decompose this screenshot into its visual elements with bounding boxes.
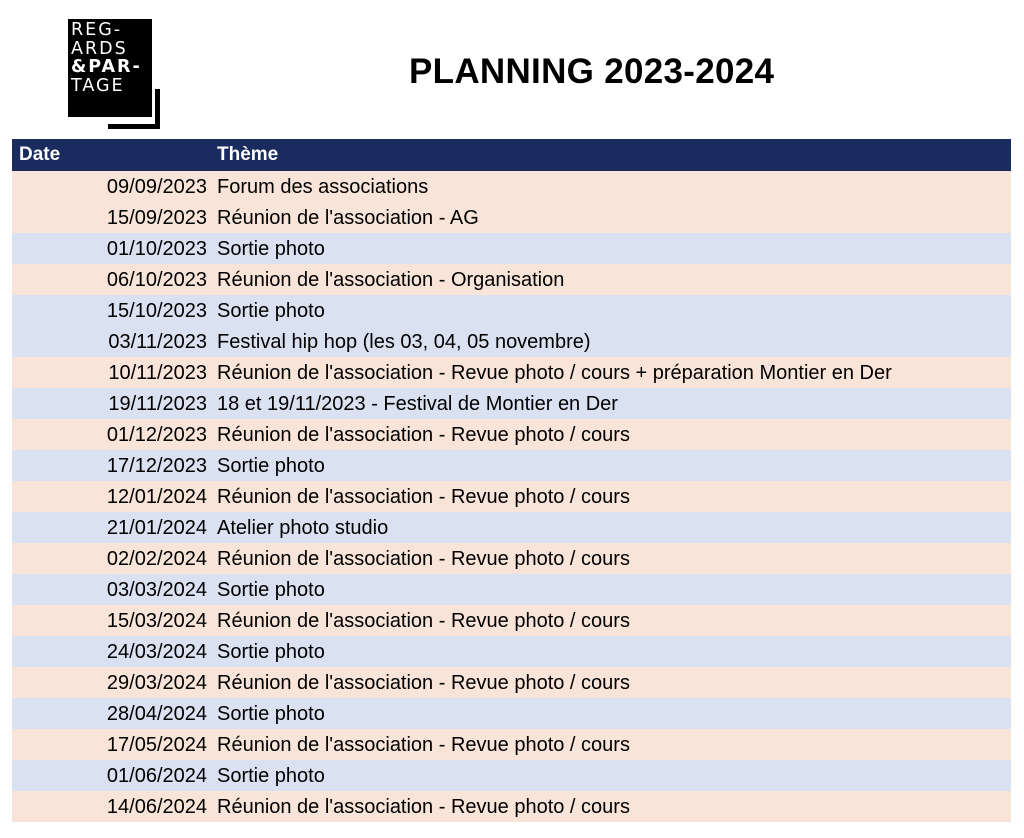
theme-cell: Sortie photo: [217, 703, 325, 725]
theme-cell: Réunion de l'association - Revue photo / cours: [217, 734, 630, 756]
logo-corner-bottom: [108, 124, 160, 129]
table-row: [12, 636, 1011, 667]
table-row: [12, 791, 1011, 822]
date-cell: 01/06/2024: [106, 765, 207, 787]
table-row: [12, 481, 1011, 512]
date-cell: 15/10/2023: [106, 300, 207, 322]
theme-cell: Forum des associations: [217, 176, 429, 198]
theme-cell: Réunion de l'association - Revue photo / cours: [217, 672, 630, 694]
table-row: [12, 388, 1011, 419]
theme-cell: Réunion de l'association - AG: [217, 207, 479, 229]
date-cell: 19/11/2023: [108, 393, 207, 415]
table-row: [12, 667, 1011, 698]
theme-cell: Réunion de l'association - Organisation: [217, 269, 565, 291]
logo-corner-right: [155, 89, 160, 129]
theme-cell: Sortie photo: [217, 641, 325, 663]
table-row: [12, 326, 1011, 357]
theme-cell: 18 et 19/11/2023 - Festival de Montier en Der: [217, 393, 618, 415]
date-cell: 03/03/2024: [106, 579, 207, 601]
date-cell: 29/03/2024: [106, 672, 207, 694]
date-cell: 28/04/2024: [106, 703, 207, 725]
table-row: [12, 450, 1011, 481]
date-cell: 14/06/2024: [106, 796, 207, 818]
theme-cell: Festival hip hop (les 03, 04, 05 novembre): [217, 331, 591, 353]
logo-line-1: REG-: [71, 20, 123, 40]
date-cell: 24/03/2024: [106, 641, 207, 663]
theme-cell: Sortie photo: [217, 300, 325, 322]
logo-line-3: &PAR-: [71, 57, 142, 77]
planning-table: [12, 139, 1011, 822]
page-title: PLANNING 2023-2024: [409, 52, 775, 91]
theme-cell: Sortie photo: [217, 765, 325, 787]
theme-cell: Réunion de l'association - Revue photo / cours: [217, 424, 630, 446]
table-row: [12, 760, 1011, 791]
logo-line-4: TAGE: [71, 75, 125, 96]
date-cell: 02/02/2024: [106, 548, 207, 570]
date-cell: 06/10/2023: [106, 269, 207, 291]
date-cell: 09/09/2023: [106, 176, 207, 198]
date-cell: 15/09/2023: [106, 207, 207, 229]
theme-cell: Atelier photo studio: [217, 517, 389, 539]
logo: [68, 19, 160, 129]
date-cell: 21/01/2024: [106, 517, 207, 539]
theme-cell: Réunion de l'association - Revue photo / cours: [217, 796, 630, 818]
table-row: [12, 202, 1011, 233]
date-cell: 01/10/2023: [106, 238, 207, 260]
table-body: [12, 171, 1011, 822]
table-row: [12, 605, 1011, 636]
date-cell: 01/12/2023: [106, 424, 207, 446]
theme-cell: Réunion de l'association - Revue photo / cours: [217, 610, 630, 632]
theme-cell: Réunion de l'association - Revue photo / cours: [217, 548, 630, 570]
date-cell: 10/11/2023: [108, 362, 207, 384]
theme-cell: Sortie photo: [217, 238, 325, 260]
theme-cell: Sortie photo: [217, 579, 325, 601]
table-row: [12, 264, 1011, 295]
date-cell: 12/01/2024: [106, 486, 207, 508]
theme-cell: Réunion de l'association - Revue photo / cours + préparation Montier en Der: [217, 362, 892, 384]
column-header-date: Date: [19, 144, 61, 165]
table-row: [12, 233, 1011, 264]
logo-box: [68, 19, 152, 117]
date-cell: 17/12/2023: [106, 455, 207, 477]
table-row: [12, 357, 1011, 388]
table-row: [12, 512, 1011, 543]
table-header: [12, 139, 1011, 171]
theme-cell: Réunion de l'association - Revue photo / cours: [217, 486, 630, 508]
table-row: [12, 729, 1011, 760]
date-cell: 15/03/2024: [106, 610, 207, 632]
table-row: [12, 419, 1011, 450]
table-row: [12, 295, 1011, 326]
theme-cell: Sortie photo: [217, 455, 325, 477]
table-row: [12, 543, 1011, 574]
column-header-theme: Thème: [217, 144, 279, 165]
table-row: [12, 171, 1011, 202]
table-row: [12, 574, 1011, 605]
date-cell: 17/05/2024: [106, 734, 207, 756]
logo-line-2: ARDS: [71, 38, 128, 59]
table-row: [12, 698, 1011, 729]
date-cell: 03/11/2023: [108, 331, 207, 353]
